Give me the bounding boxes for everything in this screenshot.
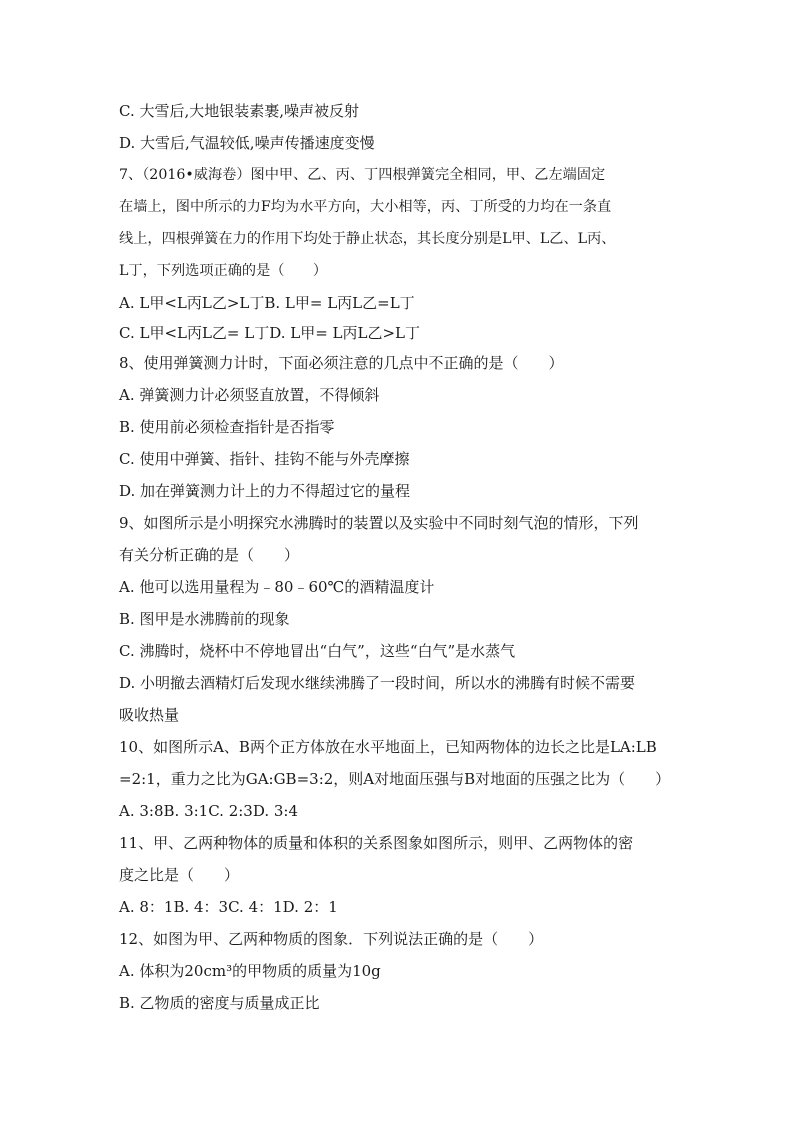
q11-stem-line-2: 度之比是（ ）	[119, 866, 240, 884]
q9-option-d-line-2: 吸收热量	[119, 706, 180, 724]
q7-stem-line-3: 线上，四根弹簧在力的作用下均处于静止状态，其长度分别是L甲、L乙、L丙、	[119, 231, 616, 247]
q9-stem-line-2: 有关分析正确的是（ ）	[119, 546, 300, 564]
q8-option-b: B. 使用前必须检查指针是否指零	[119, 418, 335, 436]
q12-option-a: A. 体积为20cm³的甲物质的质量为10g	[119, 962, 381, 980]
q9-stem-line-1: 9、如图所示是小明探究水沸腾时的装置以及实验中不同时刻气泡的情形，下列	[119, 514, 639, 532]
q11-stem-line-1: 11、甲、乙两种物体的质量和体积的关系图象如图所示，则甲、乙两物体的密	[119, 834, 634, 852]
q7-stem-line-4: L丁，下列选项正确的是（ ）	[119, 263, 328, 279]
q8-option-c: C. 使用中弹簧、指针、挂钩不能与外壳摩擦	[119, 450, 410, 468]
q7-options-cd: C. L甲<L丙L乙= L丁D. L甲= L丙L乙>L丁	[119, 324, 421, 342]
q8-option-d: D. 加在弹簧测力计上的力不得超过它的量程	[119, 482, 411, 500]
q11-options: A. 8：1B. 4：3C. 4：1D. 2：1	[119, 898, 338, 916]
q10-stem-line-1: 10、如图所示A、B两个正方体放在水平地面上，已知两物体的边长之比是LA:LB	[119, 738, 657, 756]
q10-options: A. 3:8B. 3:1C. 2:3D. 3:4	[119, 802, 298, 820]
q12-option-b: B. 乙物质的密度与质量成正比	[119, 994, 320, 1012]
q8-option-a: A. 弹簧测力计必须竖直放置，不得倾斜	[119, 386, 380, 404]
q8-stem: 8、使用弹簧测力计时，下面必须注意的几点中不正确的是（ ）	[119, 354, 564, 372]
q7-stem-line-1: 7、（2016•威海卷）图中甲、乙、丙、丁四根弹簧完全相同，甲、乙左端固定	[119, 167, 606, 183]
q6-option-d: D. 大雪后,气温较低,噪声传播速度变慢	[119, 134, 375, 152]
q10-stem-line-2: =2:1，重力之比为GA:GB=3:2，则A对地面压强与B对地面的压强之比为（ ）	[119, 770, 671, 788]
q9-option-c: C. 沸腾时，烧杯中不停地冒出“白气”，这些“白气”是水蒸气	[119, 642, 516, 660]
q12-stem: 12、如图为甲、乙两种物质的图象．下列说法正确的是（ ）	[119, 930, 544, 948]
q7-options-ab: A. L甲<L丙L乙>L丁B. L甲= L丙L乙=L丁	[119, 294, 415, 312]
q9-option-d-line-1: D. 小明撤去酒精灯后发现水继续沸腾了一段时间，所以水的沸腾有时候不需要	[119, 674, 636, 692]
q9-option-b: B. 图甲是水沸腾前的现象	[119, 610, 290, 628]
q6-option-c: C. 大雪后,大地银装素裹,噪声被反射	[119, 102, 360, 120]
q9-option-a: A. 他可以选用量程为﹣80﹣60℃的酒精温度计	[119, 578, 435, 596]
q7-stem-line-2: 在墙上，图中所示的力F均为水平方向，大小相等，丙、丁所受的力均在一条直	[119, 199, 612, 215]
